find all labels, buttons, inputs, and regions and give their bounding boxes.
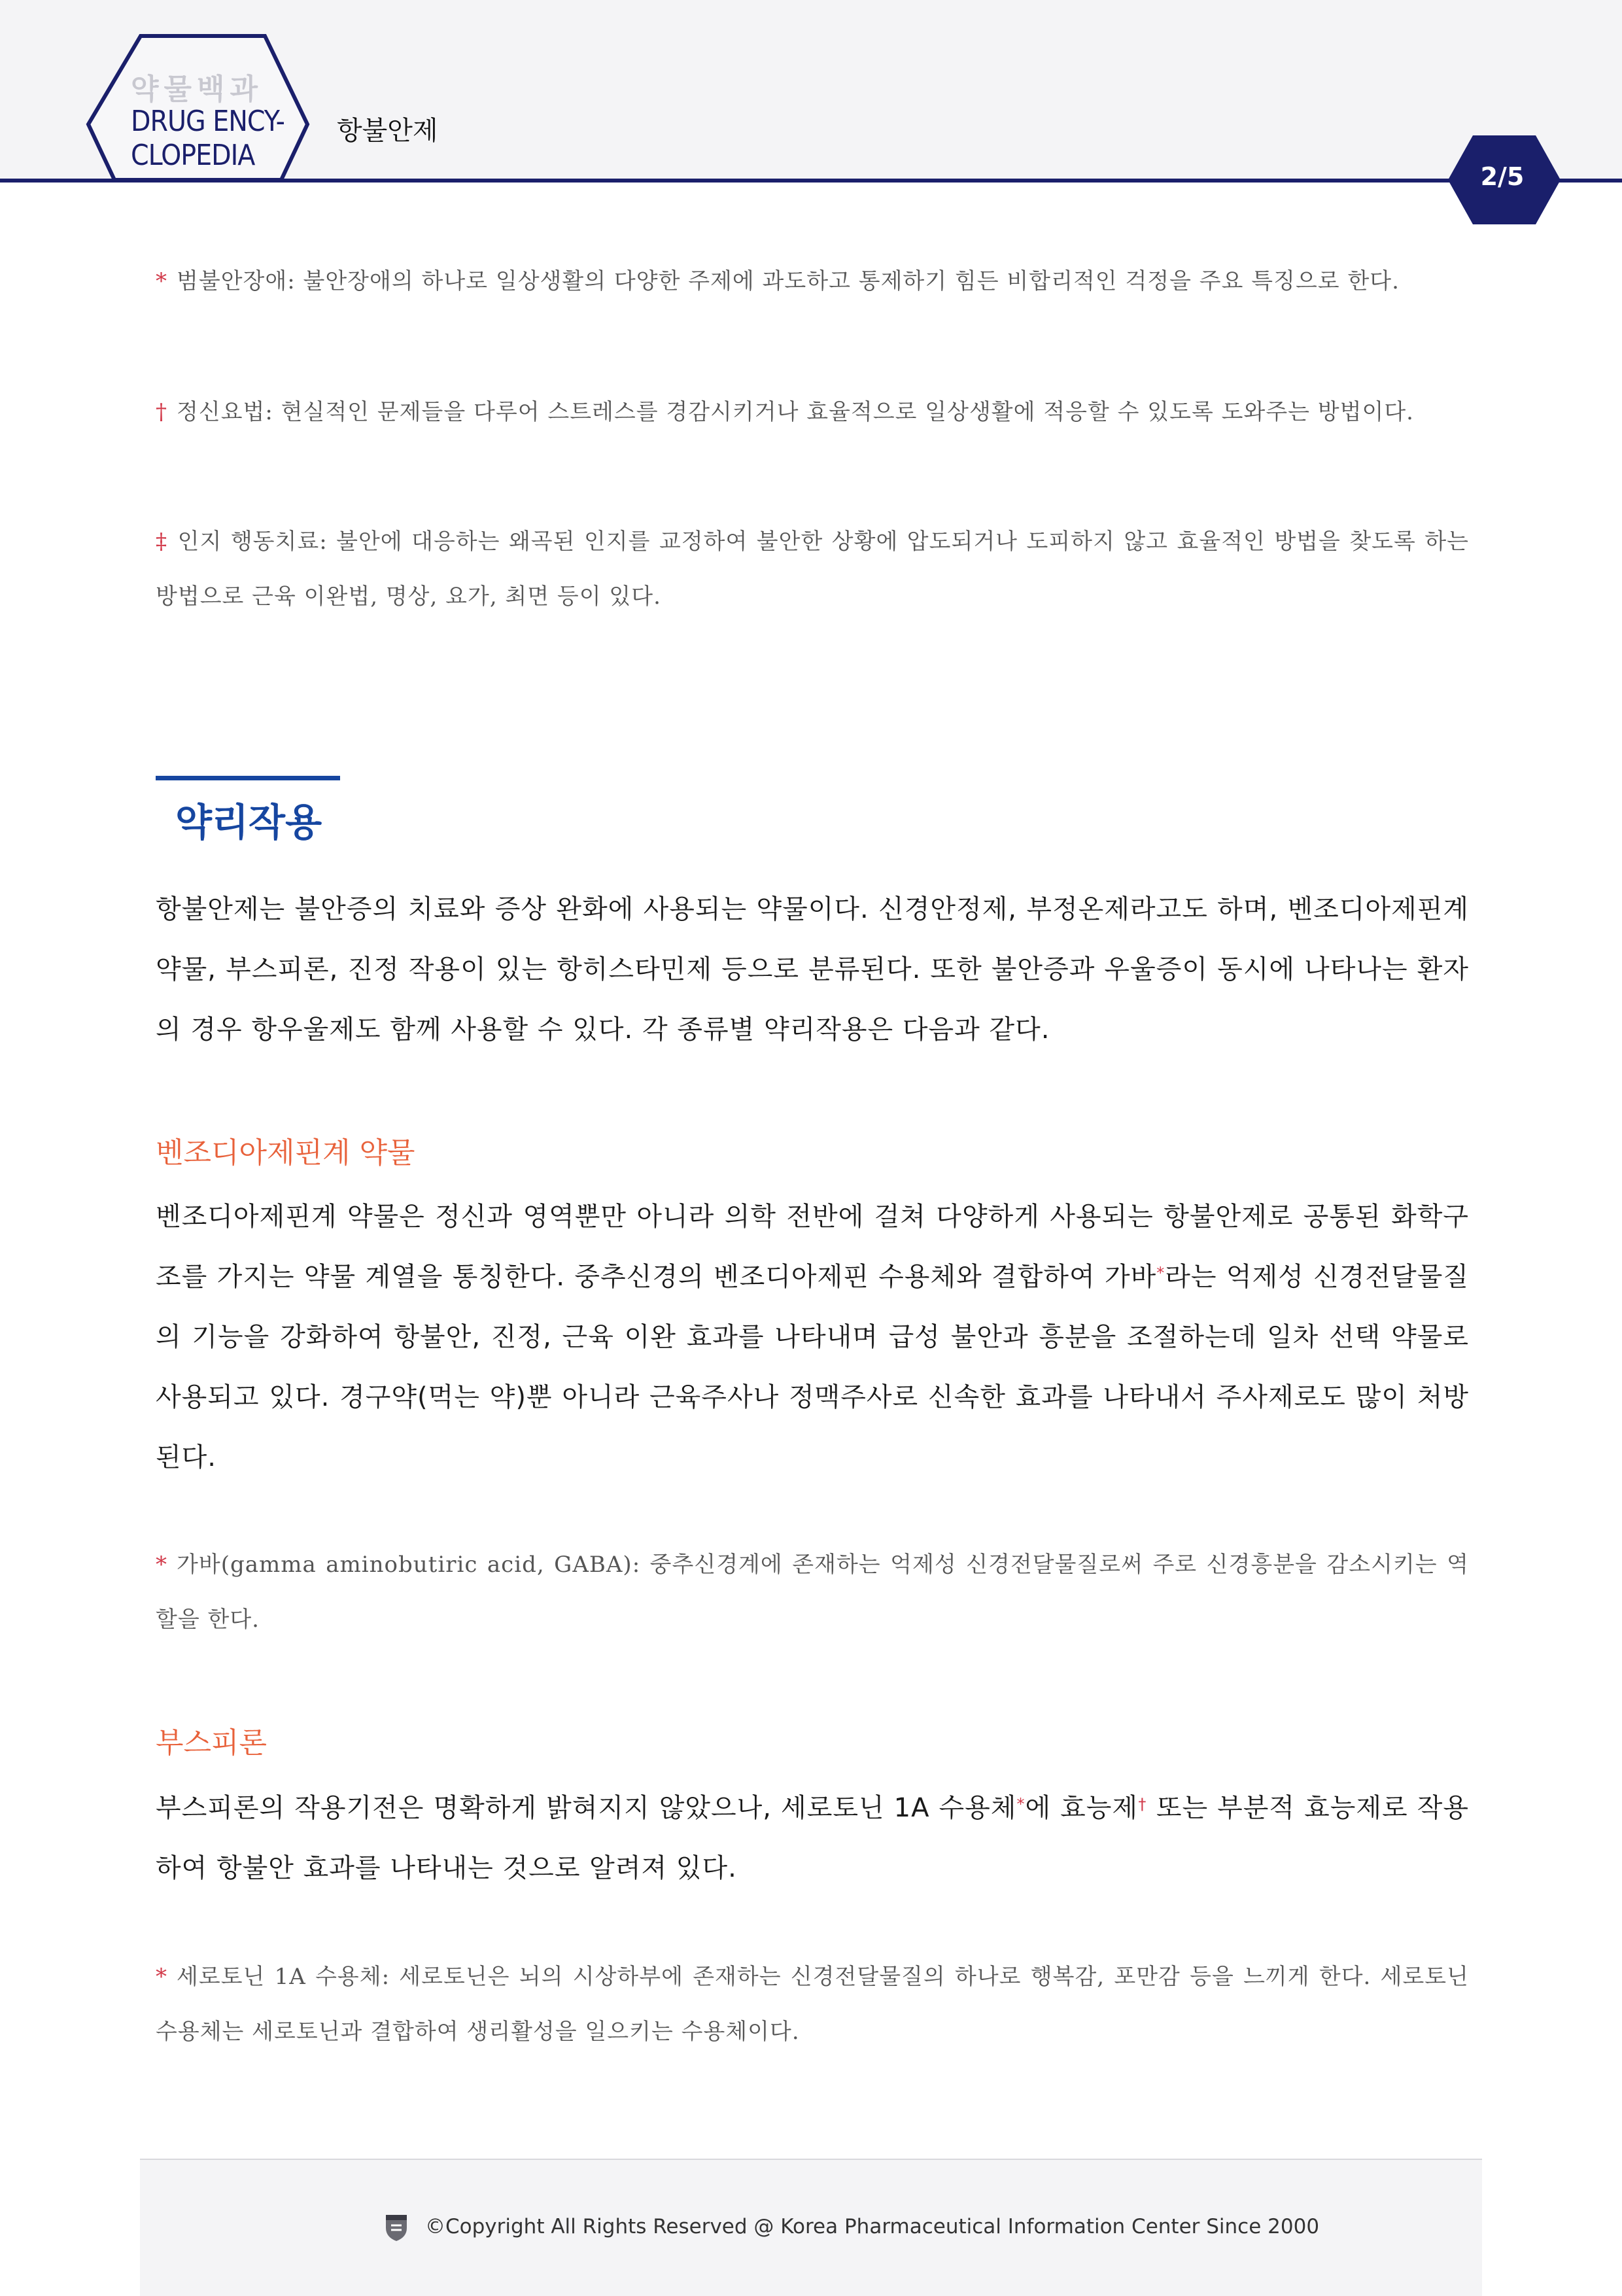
asterisk-mark: * xyxy=(156,268,167,294)
asterisk-mark: * xyxy=(156,1552,167,1578)
section-title-bar xyxy=(156,776,340,780)
logo-korean: 약물백과 xyxy=(131,73,264,106)
body-text-part: 부스피론의 작용기전은 명확하게 밝혀지지 않았으나, 세로토닌 1A 수용체 xyxy=(156,1793,1017,1823)
subheading-benzodiazepine: 벤조디아제핀계 약물 xyxy=(156,1136,415,1170)
note-text: 정신요법: 현실적인 문제들을 다루어 스트레스를 경감시키거나 효율적으로 일상생활에 적응할 수 있도록 도와주는 방법이다. xyxy=(177,399,1414,425)
benzodiazepine-body xyxy=(156,1187,1469,1487)
body-text-part: 또는 부분적 효능제로 작용하여 항불안 효과를 나타내는 것으로 알려져 있다. xyxy=(156,1793,1470,1883)
section-title: 약리작용 xyxy=(175,800,322,844)
note-generalized-anxiety xyxy=(156,254,1469,309)
dagger-mark: † xyxy=(156,399,167,425)
asterisk-mark: * xyxy=(1156,1264,1165,1282)
header-title: 항불안제 xyxy=(337,116,438,146)
buspirone-body xyxy=(156,1778,1469,1898)
body-text-part: 라는 억제성 신경전달물질의 기능을 강화하여 항불안, 진정, 근육 이완 효과를 나타내며 급성 불안과 흥분을 조절하는데 일차 선택 약물로 사용되고 있다. 경구약(먹는 약)뿐 아니라 근육주사나 정맥주사로 신속한 효과를 나타내서 주사제로도 많이 처방된다. xyxy=(156,1262,1469,1472)
note-gaba xyxy=(156,1537,1469,1647)
logo-english xyxy=(131,105,285,173)
section-intro: 항불안제는 불안증의 치료와 증상 완화에 사용되는 약물이다. 신경안정제, 부정온제라고도 하며, 벤조디아제핀계 약물, 부스피론, 진정 작용이 있는 항히스타민제 등으로 분류된다. 또한 불안증과 우울증이 동시에 나타나는 환자의 경우 항우울제도 함께 사용할 수 있다. 각 종류별 약리작용은 다음과 같다. xyxy=(156,894,1469,1045)
asterisk-mark: * xyxy=(1016,1795,1026,1813)
note-text: 범불안장애: 불안장애의 하나로 일상생활의 다양한 주제에 과도하고 통제하기 힘든 비합리적인 걱정을 주요 특징으로 한다. xyxy=(177,268,1400,294)
page-indicator: 2/5 xyxy=(1480,162,1525,191)
dagger-mark: † xyxy=(1138,1795,1147,1813)
asterisk-mark: * xyxy=(156,1964,167,1990)
note-text: 인지 행동치료: 불안에 대응하는 왜곡된 인지를 교정하여 불안한 상황에 압도되거나 도피하지 않고 효율적인 방법을 찾도록 하는 방법으로 근육 이완법, 명상, 요가, 최면 등이 있다. xyxy=(156,529,1470,610)
logo-english-line1: DRUG ENCY- xyxy=(131,105,285,138)
body-text-part: 벤조디아제핀계 약물은 정신과 영역뿐만 아니라 의학 전반에 걸쳐 다양하게 사용되는 항불안제로 공통된 화학구조를 가지는 약물 계열을 통칭한다. 중추신경의 벤조디아제핀 수용체와 결합하여 가바 xyxy=(156,1202,1469,1292)
note-text: 가바(gamma aminobutiric acid, GABA): 중추신경계에 존재하는 억제성 신경전달물질로써 주로 신경흥분을 감소시키는 역할을 한다. xyxy=(156,1552,1469,1633)
body-text-part: 에 효능제 xyxy=(1025,1793,1139,1823)
footer-copyright: ©Copyright All Rights Reserved @ Korea Pharmaceutical Information Center Since 2000 xyxy=(425,2215,1320,2238)
logo-english-line2: CLOPEDIA xyxy=(131,139,255,172)
note-text: 세로토닌 1A 수용체: 세로토닌은 뇌의 시상하부에 존재하는 신경전달물질의 하나로 행복감, 포만감 등을 느끼게 한다. 세로토닌 수용체는 세로토닌과 결합하여 생리활성을 일으키는 수용체이다. xyxy=(156,1964,1469,2045)
shield-emblem-icon xyxy=(383,2212,409,2242)
double-dagger-mark: ‡ xyxy=(156,529,169,555)
note-cognitive-therapy xyxy=(156,514,1469,624)
note-psychotherapy xyxy=(156,385,1469,440)
subheading-buspirone: 부스피론 xyxy=(156,1726,267,1760)
note-serotonin xyxy=(156,1949,1469,2059)
